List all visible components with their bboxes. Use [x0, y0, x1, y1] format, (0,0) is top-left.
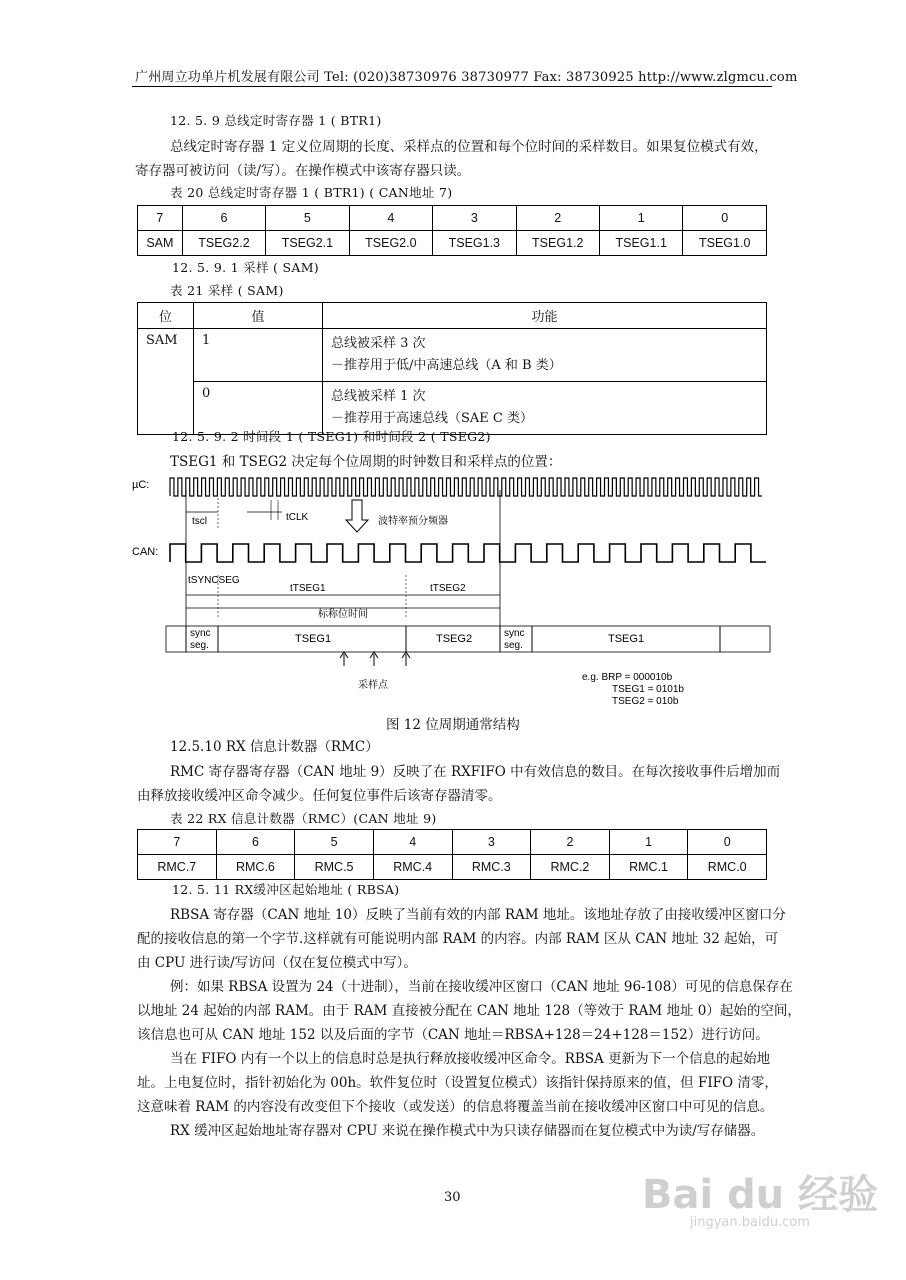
sample-point-arrow	[340, 652, 348, 666]
bit-name: RMC.7	[138, 855, 217, 880]
sync-seg-label: seg.	[190, 640, 209, 651]
uc-label: µC:	[132, 479, 150, 491]
bit-number: 0	[688, 830, 767, 855]
example-tseg2: TSEG2 = 010b	[612, 696, 679, 707]
rbsa-line: 由 CPU 进行读/写访问（仅在复位模式中写）。	[137, 955, 417, 971]
function-line: －推荐用于低/中高速总线（A 和 B 类）	[331, 358, 562, 373]
sample-point-label: 采样点	[358, 680, 388, 691]
bit-number: 4	[373, 830, 452, 855]
rbsa-line: 配的接收信息的第一个字节.这样就有可能说明内部 RAM 的内容。内部 RAM 区从 CAN 地址 32 起始，可	[137, 931, 779, 947]
bit-name: RMC.6	[216, 855, 295, 880]
bit-period-timing-diagram	[130, 470, 775, 710]
table20-caption: 表 20 总线定时寄存器 1 ( BTR1) ( CAN地址 7)	[170, 185, 453, 200]
bit-number: 2	[516, 206, 599, 231]
nominal-bit-label: 标称位时间	[318, 609, 368, 620]
rbsa-line: 当在 FIFO 内有一个以上的信息时总是执行释放接收缓冲区命令。RBSA 更新为下一个信息的起始地	[170, 1051, 771, 1067]
btr1-paragraph-1: 总线定时寄存器 1 定义位周期的长度、采样点的位置和每个位时间的采样数目。如果复位模式有效，	[170, 139, 768, 155]
sam-function-cell	[323, 329, 767, 382]
rmc-paragraph-2: 由释放接收缓冲区命令减少。任何复位事件后该寄存器清零。	[137, 788, 502, 804]
bit-name: TSEG1.0	[683, 231, 767, 256]
rbsa-line: 例：如果 RBSA 设置为 24（十进制），当前在接收缓冲区窗口（CAN 地址 96-108）可见的信息保存在	[170, 979, 793, 995]
bit-number: 6	[182, 206, 265, 231]
baidu-watermark-logo: Bai du 经验	[642, 1172, 879, 1218]
sample-point-arrow	[370, 652, 378, 666]
rbsa-line: 址。上电复位时，指针初始化为 00h。软件复位时（设置复位模式）该指针保持原来的值，但 FIFO 清零，	[137, 1075, 778, 1091]
rbsa-line: 以地址 24 起始的内部 RAM。由于 RAM 直接被分配在 CAN 地址 128（等效于 RAM 地址 0）起始的空间，	[137, 1003, 801, 1019]
segment-tseg2-label: TSEG2	[436, 633, 473, 645]
rbsa-line: 这意味着 RAM 的内容没有改变但下个接收（或发送）的信息将覆盖当前在接收缓冲区窗口中可见的信息。	[137, 1099, 774, 1115]
tscl-label: tscl	[192, 516, 207, 527]
bit-name: TSEG2.2	[182, 231, 265, 256]
tclk-label: tCLK	[286, 512, 309, 523]
function-line: 总线被采样 1 次	[331, 389, 426, 404]
bit-number: 0	[683, 206, 767, 231]
table-row	[138, 855, 767, 880]
sam-bit-cell: SAM	[138, 329, 194, 435]
btr1-paragraph-2: 寄存器可被访问（读/写）。在操作模式中该寄存器只读。	[135, 163, 471, 179]
bit-number: 5	[266, 206, 349, 231]
sync-seg-label: sync	[190, 628, 211, 639]
segment-tseg1-label: TSEG1	[295, 633, 332, 645]
rbsa-line: 该信息也可从 CAN 地址 152 以及后面的字节（CAN 地址＝RBSA+128＝24+128＝152）进行访问。	[137, 1027, 769, 1043]
bit-number: 7	[138, 830, 217, 855]
rbsa-line: RBSA 寄存器（CAN 地址 10）反映了当前有效的内部 RAM 地址。该地址存放了由接收缓冲区窗口分	[170, 907, 786, 923]
sync-seg-label: sync	[504, 628, 525, 639]
heading-rmc: 12.5.10 RX 信息计数器（RMC）	[170, 739, 379, 755]
uc-clock-waveform	[170, 478, 762, 496]
heading-tseg: 12. 5. 9. 2 时间段 1 ( TSEG1) 和时间段 2 ( TSEG2)	[172, 429, 491, 444]
function-line: －推荐用于高速总线（SAE C 类）	[331, 411, 533, 426]
page-number: 30	[444, 1190, 461, 1205]
table-row	[138, 329, 767, 382]
heading-rbsa: 12. 5. 11 RX缓冲区起始地址 ( RBSA)	[172, 882, 400, 897]
bit-number: 5	[295, 830, 374, 855]
rmc-paragraph-1: RMC 寄存器寄存器（CAN 地址 9）反映了在 RXFIFO 中有效信息的数目。在每次接收事件后增加而	[170, 764, 781, 780]
btr1-register-table	[137, 205, 767, 256]
prescaler-arrow-icon	[346, 500, 368, 532]
bit-number: 1	[609, 830, 688, 855]
bit-number: 7	[138, 206, 183, 231]
sam-function-cell	[323, 382, 767, 435]
baidu-watermark-url: jingyan.baidu.com	[690, 1215, 810, 1230]
can-label: CAN:	[132, 546, 159, 558]
example-tseg1: TSEG1 = 0101b	[612, 684, 684, 695]
bit-name: RMC.2	[531, 855, 610, 880]
table-row	[138, 206, 767, 231]
bit-name: SAM	[138, 231, 183, 256]
col-header-function: 功能	[323, 303, 767, 329]
figure-12-caption: 图 12 位周期通常结构	[386, 717, 520, 733]
bit-name: TSEG1.2	[516, 231, 599, 256]
bit-name: TSEG2.1	[266, 231, 349, 256]
table21-caption: 表 21 采样 ( SAM)	[170, 283, 284, 298]
heading-sam: 12. 5. 9. 1 采样 ( SAM)	[172, 260, 319, 275]
heading-btr1: 12. 5. 9 总线定时寄存器 1 ( BTR1)	[170, 113, 382, 128]
tseg-paragraph: TSEG1 和 TSEG2 决定每个位周期的时钟数目和采样点的位置：	[170, 454, 562, 470]
bit-name: TSEG2.0	[349, 231, 432, 256]
table-row	[138, 830, 767, 855]
bit-name: RMC.4	[373, 855, 452, 880]
bit-number: 3	[433, 206, 516, 231]
tsyncseg-label: tSYNCSEG	[188, 575, 240, 586]
bit-number: 6	[216, 830, 295, 855]
bit-number: 4	[349, 206, 432, 231]
sync-seg-label: seg.	[504, 640, 523, 651]
sam-value-cell: 0	[194, 382, 323, 435]
sam-table	[137, 302, 767, 435]
page-header: 广州周立功单片机发展有限公司 Tel: (020)38730976 38730977 Fax: 38730925 http://www.zlgmcu.com	[135, 70, 798, 85]
ttseg1-label: tTSEG1	[290, 583, 326, 594]
bit-name: RMC.3	[452, 855, 531, 880]
ttseg2-label: tTSEG2	[430, 583, 466, 594]
can-clock-waveform	[170, 544, 766, 562]
rbsa-line: RX 缓冲区起始地址寄存器对 CPU 来说在操作模式中为只读存储器而在复位模式中为读/写存储器。	[170, 1123, 765, 1139]
table-row	[138, 303, 767, 329]
example-brp: e.g. BRP = 000010b	[582, 672, 673, 683]
table22-caption: 表 22 RX 信息计数器（RMC）(CAN 地址 9)	[170, 811, 437, 826]
bit-name: TSEG1.3	[433, 231, 516, 256]
table-row	[138, 231, 767, 256]
bit-name: RMC.0	[688, 855, 767, 880]
col-header-value: 值	[194, 303, 323, 329]
bit-name: RMC.1	[609, 855, 688, 880]
header-rule	[132, 86, 772, 87]
sam-value-cell: 1	[194, 329, 323, 382]
col-header-bit: 位	[138, 303, 194, 329]
bit-name: RMC.5	[295, 855, 374, 880]
sample-point-arrow	[402, 652, 410, 666]
segment-tseg1-label: TSEG1	[608, 633, 645, 645]
bit-number: 2	[531, 830, 610, 855]
function-line: 总线被采样 3 次	[331, 336, 426, 351]
table-row	[138, 382, 767, 435]
rmc-register-table	[137, 829, 767, 880]
prescaler-label: 波特率预分频器	[378, 516, 448, 527]
bit-number: 3	[452, 830, 531, 855]
bit-name: TSEG1.1	[599, 231, 682, 256]
bit-number: 1	[599, 206, 682, 231]
